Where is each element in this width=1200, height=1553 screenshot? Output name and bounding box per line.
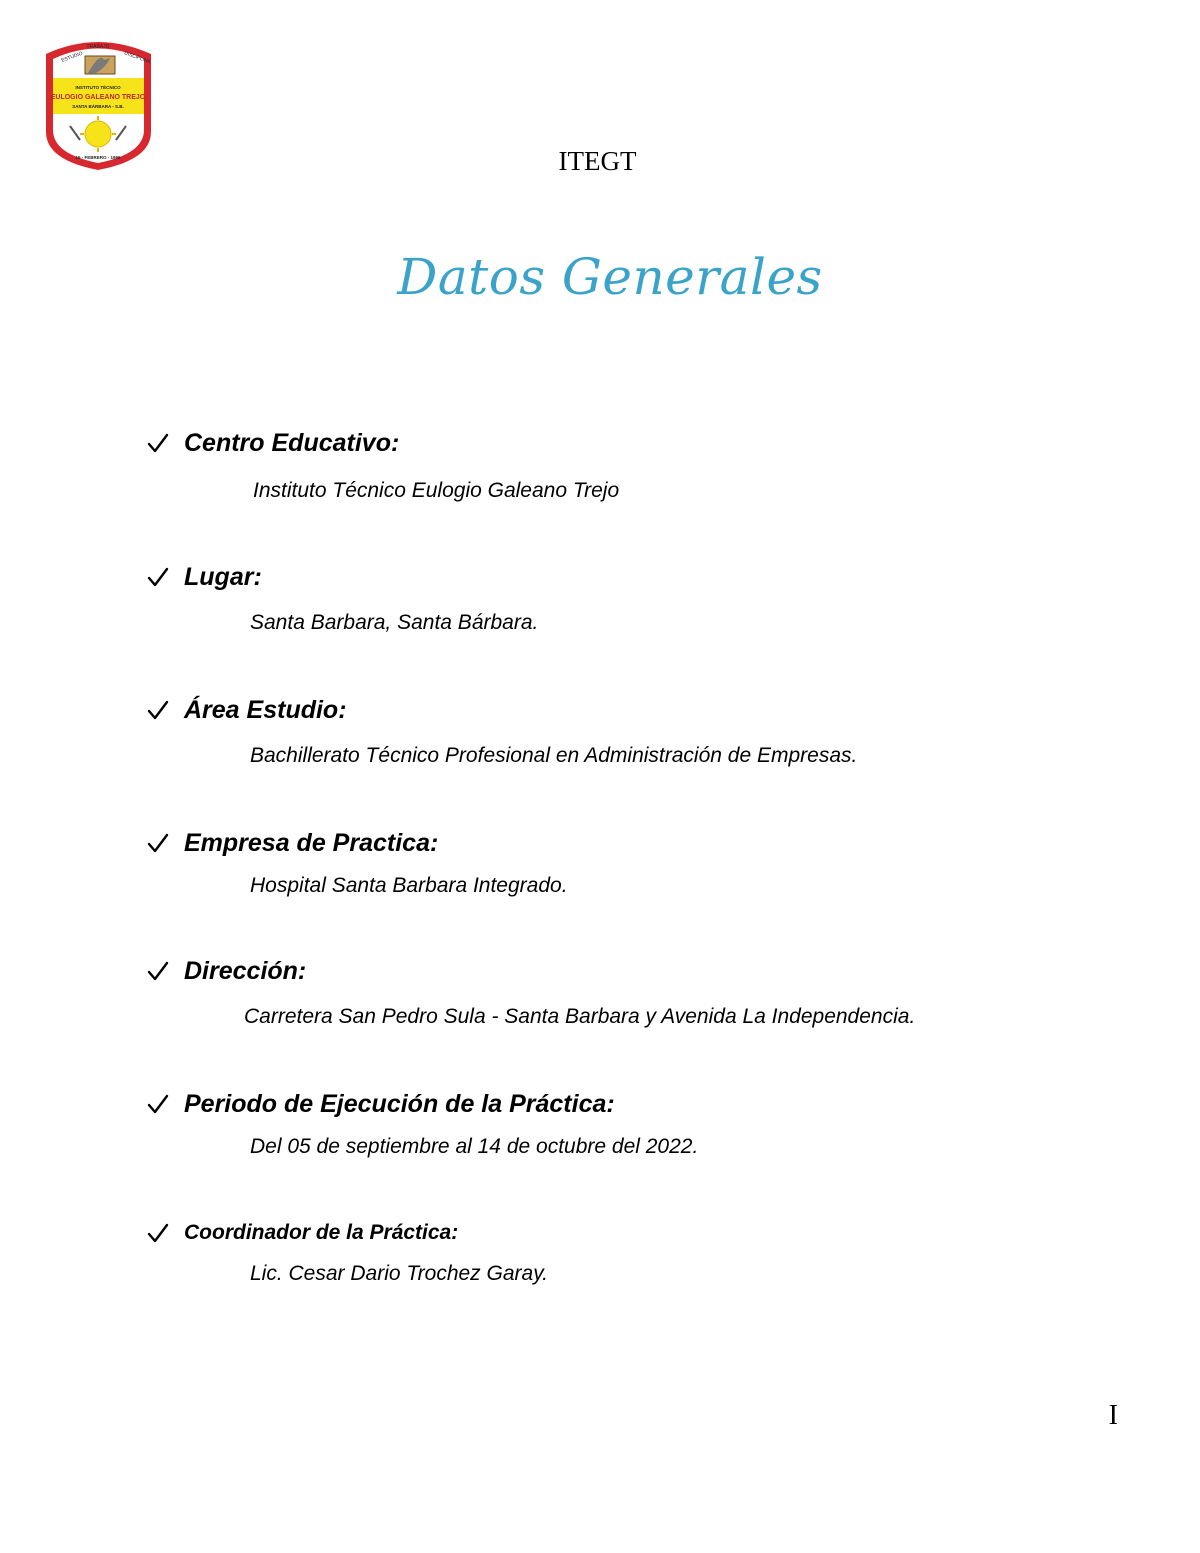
section-label: Área Estudio: bbox=[184, 696, 347, 724]
checkmark-icon bbox=[146, 431, 170, 455]
logo-text-top-right: DISCIPLINA bbox=[123, 50, 152, 66]
section-empresa-practica bbox=[146, 828, 568, 897]
section-label: Empresa de Practica: bbox=[184, 829, 439, 857]
section-value: Hospital Santa Barbara Integrado. bbox=[250, 874, 568, 897]
logo-text-name: EULOGIO GALEANO TREJO bbox=[50, 94, 146, 101]
page-title: Datos Generales bbox=[397, 248, 823, 306]
logo-text-institute: INSTITUTO TÉCNICO bbox=[75, 85, 121, 90]
section-value: Instituto Técnico Eulogio Galeano Trejo bbox=[253, 479, 620, 502]
checkmark-icon bbox=[146, 1092, 170, 1116]
logo-text-date: 15 - FEBRERO - 1996 bbox=[75, 155, 121, 160]
section-label: Dirección: bbox=[184, 957, 307, 985]
page-number: I bbox=[1108, 1400, 1118, 1431]
section-value: Carretera San Pedro Sula - Santa Barbara y Avenida La Independencia. bbox=[244, 1005, 916, 1028]
section-centro-educativo bbox=[146, 428, 620, 502]
logo-text-top-center: TRABAJO bbox=[86, 44, 110, 50]
section-value: Santa Barbara, Santa Bárbara. bbox=[250, 611, 539, 634]
logo-text-place: SANTA BÁRBARA - S.B. bbox=[72, 104, 124, 109]
section-direccion bbox=[146, 956, 916, 1028]
section-periodo bbox=[146, 1089, 699, 1158]
header-title: ITEGT bbox=[558, 146, 637, 176]
section-coordinador bbox=[146, 1218, 548, 1285]
section-label: Periodo de Ejecución de la Práctica: bbox=[184, 1090, 615, 1118]
checkmark-icon bbox=[146, 959, 170, 983]
section-value: Bachillerato Técnico Profesional en Administración de Empresas. bbox=[250, 744, 858, 767]
section-lugar bbox=[146, 562, 539, 634]
section-label: Coordinador de la Práctica: bbox=[184, 1221, 459, 1244]
section-area-estudio bbox=[146, 695, 858, 767]
checkmark-icon bbox=[146, 1221, 170, 1245]
section-label: Lugar: bbox=[184, 563, 262, 591]
checkmark-icon bbox=[146, 698, 170, 722]
section-value: Lic. Cesar Dario Trochez Garay. bbox=[250, 1262, 548, 1285]
section-label: Centro Educativo: bbox=[184, 429, 400, 457]
checkmark-icon bbox=[146, 831, 170, 855]
checkmark-icon bbox=[146, 565, 170, 589]
logo-text-top-left: ESTUDIO bbox=[60, 50, 84, 64]
section-value: Del 05 de septiembre al 14 de octubre del 2022. bbox=[250, 1135, 699, 1158]
